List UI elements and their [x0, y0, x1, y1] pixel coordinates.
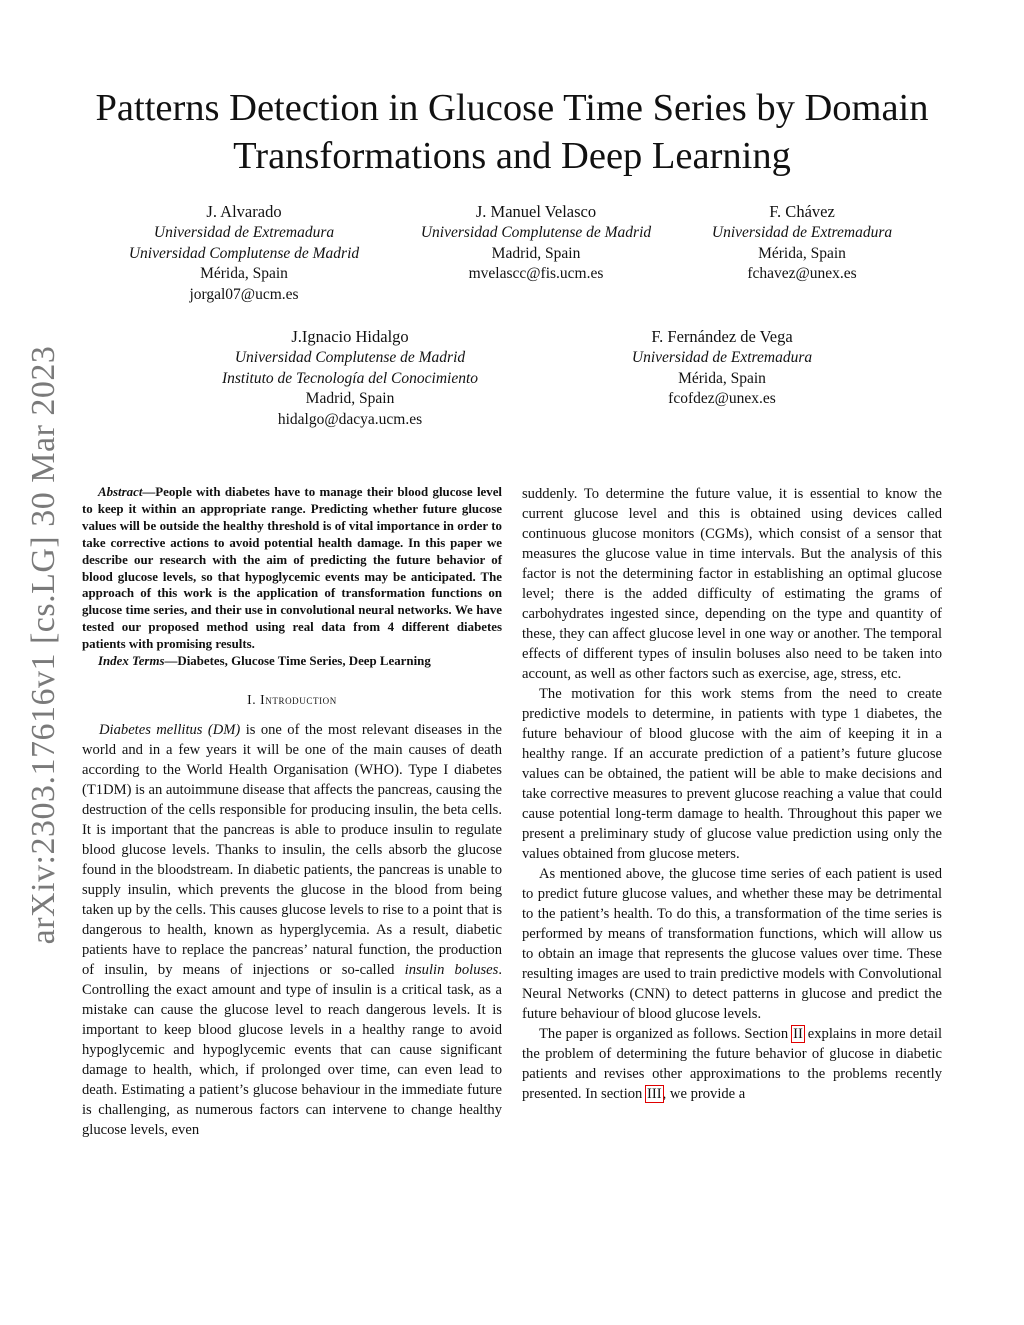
author-location: Madrid, Spain	[491, 244, 581, 262]
author-block-4	[190, 327, 510, 431]
author-email: fchavez@unex.es	[747, 265, 857, 283]
author-name: J.Ignacio Hidalgo	[291, 327, 409, 346]
author-location: Mérida, Spain	[758, 244, 846, 262]
arxiv-side-stamp	[0, 340, 80, 950]
intro-paragraph-1	[82, 720, 502, 1140]
italic-term: Diabetes mellitus (DM)	[99, 721, 241, 738]
author-email: jorgal07@ucm.es	[189, 286, 299, 304]
intro-paragraph-approach: As mentioned above, the glucose time series of each patient is used to predict future glucose values, and whether these may be detrimental to the patient’s health. To do this, a transformation of the time series is performed by means of transformation functions, which will allow us to obtain an image that represents the glucose values over time. These resulting images are used to train predictive models with Convolutional Neural Networks (CNN) to detect patterns in glucose and predict the future behaviour of blood glucose levels.	[522, 866, 942, 1022]
author-affiliation: Universidad de Extremadura	[153, 223, 335, 241]
author-block-3	[684, 202, 920, 285]
author-location: Madrid, Spain	[305, 390, 395, 408]
arxiv-identifier: arXiv:2303.17616v1 [cs.LG] 30 Mar 2023	[25, 345, 62, 945]
section-heading-introduction	[82, 692, 502, 708]
paragraph-text: The paper is organized as follows. Section	[539, 1026, 793, 1042]
abstract-label: Abstract	[98, 485, 143, 499]
intro-paragraph-organization	[522, 1024, 942, 1104]
author-email: hidalgo@dacya.ucm.es	[277, 411, 423, 429]
abstract-text: People with diabetes have to manage their blood glucose level to keep it within an appropriate range. Predicting whether future glucose values will be outside the healthy threshold is of vital importance in order to take corrective actions to avoid potential health damage. In this paper we describe our research with the aim of predicting the future behavior of blood glucose levels, so that hypoglycemic events may be anticipated. The approach of this work is the application of transformation functions on glucose time series, and their use in convolutional neural networks. We have tested our proposed method using real data from 4 different diabetes patients with promising results.	[82, 485, 502, 652]
right-column	[522, 484, 942, 1104]
index-terms: Index Terms—Diabetes, Glucose Time Series, Deep Learning	[98, 654, 431, 669]
paragraph-text: . Controlling the exact amount and type of insulin is a critical task, as a mistake can cause the glucose level to reach dangerous levels. It is important to keep blood glucose levels in a healthy range to avoid hypoglycemic and hypoglycemic events that can cause significant damage to health, which, if prolonged over time, can even lead to death. Estimating a patient’s glucose behaviour in the immediate future is challenging, as numerous factors can intervene to change healthy glucose levels, even	[82, 961, 502, 1138]
author-name: F. Fernández de Vega	[651, 327, 793, 346]
index-terms-label: Index Terms	[98, 654, 165, 669]
author-email: mvelascc@fis.ucm.es	[468, 265, 604, 283]
author-block-5	[590, 327, 854, 410]
section-reference-link[interactable]: II	[793, 1026, 803, 1042]
author-affiliation: Universidad de Extremadura	[631, 348, 813, 366]
paragraph-text: , we provide a	[662, 1086, 746, 1102]
author-email: fcofdez@unex.es	[668, 390, 776, 408]
author-name: J. Manuel Velasco	[475, 202, 597, 221]
abstract: Abstract—People with diabetes have to manage their blood glucose level to keep it within an appropriate range. Predicting whether future glucose values will be outside the healthy threshold is of vital importance in order to take corrective actions to avoid potential health damage. In this paper we describe our research with the aim of predicting the future behavior of blood glucose levels, so that hypoglycemic events may be anticipated. The approach of this work is the application of transformation functions on glucose time series, and their use in convolutional neural networks. We have tested our proposed method using real data from 4 different diabetes patients with promising results.	[82, 485, 502, 652]
section-title: Introduction	[260, 691, 337, 707]
paragraph-text: explains in more detail the problem of determining the future behavior of glucose in diabetic patients and revises other approximations to the problems recently presented. In section	[522, 1026, 942, 1102]
index-terms-text: Diabetes, Glucose Time Series, Deep Learning	[177, 654, 431, 669]
left-column	[82, 484, 502, 1140]
paragraph-text: is one of the most relevant diseases in the world and in a few years it will be one of the main causes of death according to the World Health Organisation (WHO). Type I diabetes (T1DM) is an autoimmune disease that affects the pancreas, causing the destruction of the cells responsible for producing insulin, the beta cells. It is important that the pancreas is able to produce insulin to regulate blood glucose levels. Thanks to insulin, the cells absorb the glucose found in the bloodstream. In diabetic patients, the pancreas is unable to supply insulin, which prevents the glucose in the blood from being taken up by the cells. This causes glucose levels to rise to a point that is dangerous to health, known as hyperglycemia. As a result, diabetic patients have to replace the pancreas’ natural function, the production of insulin, by means of injections or so-called	[82, 721, 502, 978]
author-affiliation: Universidad Complutense de Madrid	[234, 348, 466, 366]
section-number: I.	[247, 691, 257, 707]
author-block-1	[100, 202, 388, 306]
paper-title: Patterns Detection in Glucose Time Series by Domain Transformations and Deep Learning	[95, 87, 929, 177]
intro-paragraph-continued: suddenly. To determine the future value, it is essential to know the current glucose level and this is obtained using devices called continuous glucose monitors (CGMs), which consist of a sensor that measures the glucose value in time intervals. But the analysis of this factor is not the determining factor in establishing an optimal glucose level; there is the added difficulty of estimating the grams of carbohydrates ingested since, depending on the type and quantity of these, they can affect glucose level in one way or another. The temporal effects of different types of insulin boluses also need to be taken into account, as well as other factors such as exercise, age, stress, etc.	[522, 486, 942, 682]
author-block-2	[388, 202, 684, 285]
author-location: Mérida, Spain	[200, 265, 288, 283]
author-affiliation: Instituto de Tecnología del Conocimiento	[221, 369, 478, 387]
italic-term: insulin boluses	[404, 961, 499, 978]
author-affiliation: Universidad de Extremadura	[711, 223, 893, 241]
author-location: Mérida, Spain	[678, 369, 766, 387]
author-name: F. Chávez	[769, 202, 835, 221]
section-reference-link[interactable]: III	[647, 1086, 662, 1102]
author-name: J. Alvarado	[206, 202, 282, 221]
author-affiliation: Universidad Complutense de Madrid	[128, 244, 360, 262]
intro-paragraph-motivation: The motivation for this work stems from the need to create predictive models to determine, in patients with type 1 diabetes, the future behaviour of blood glucose with the aim of keeping it in a healthy range. If an accurate prediction of a patient’s future glucose values can be obtained, the patient will be able to make decisions and take corrective measures to prevent glucose reaching a value that could cause potential long-term damage to health. Throughout this paper we present a preliminary study of glucose value prediction using only the values obtained from glucose meters.	[522, 686, 942, 862]
author-affiliation: Universidad Complutense de Madrid	[420, 223, 652, 241]
